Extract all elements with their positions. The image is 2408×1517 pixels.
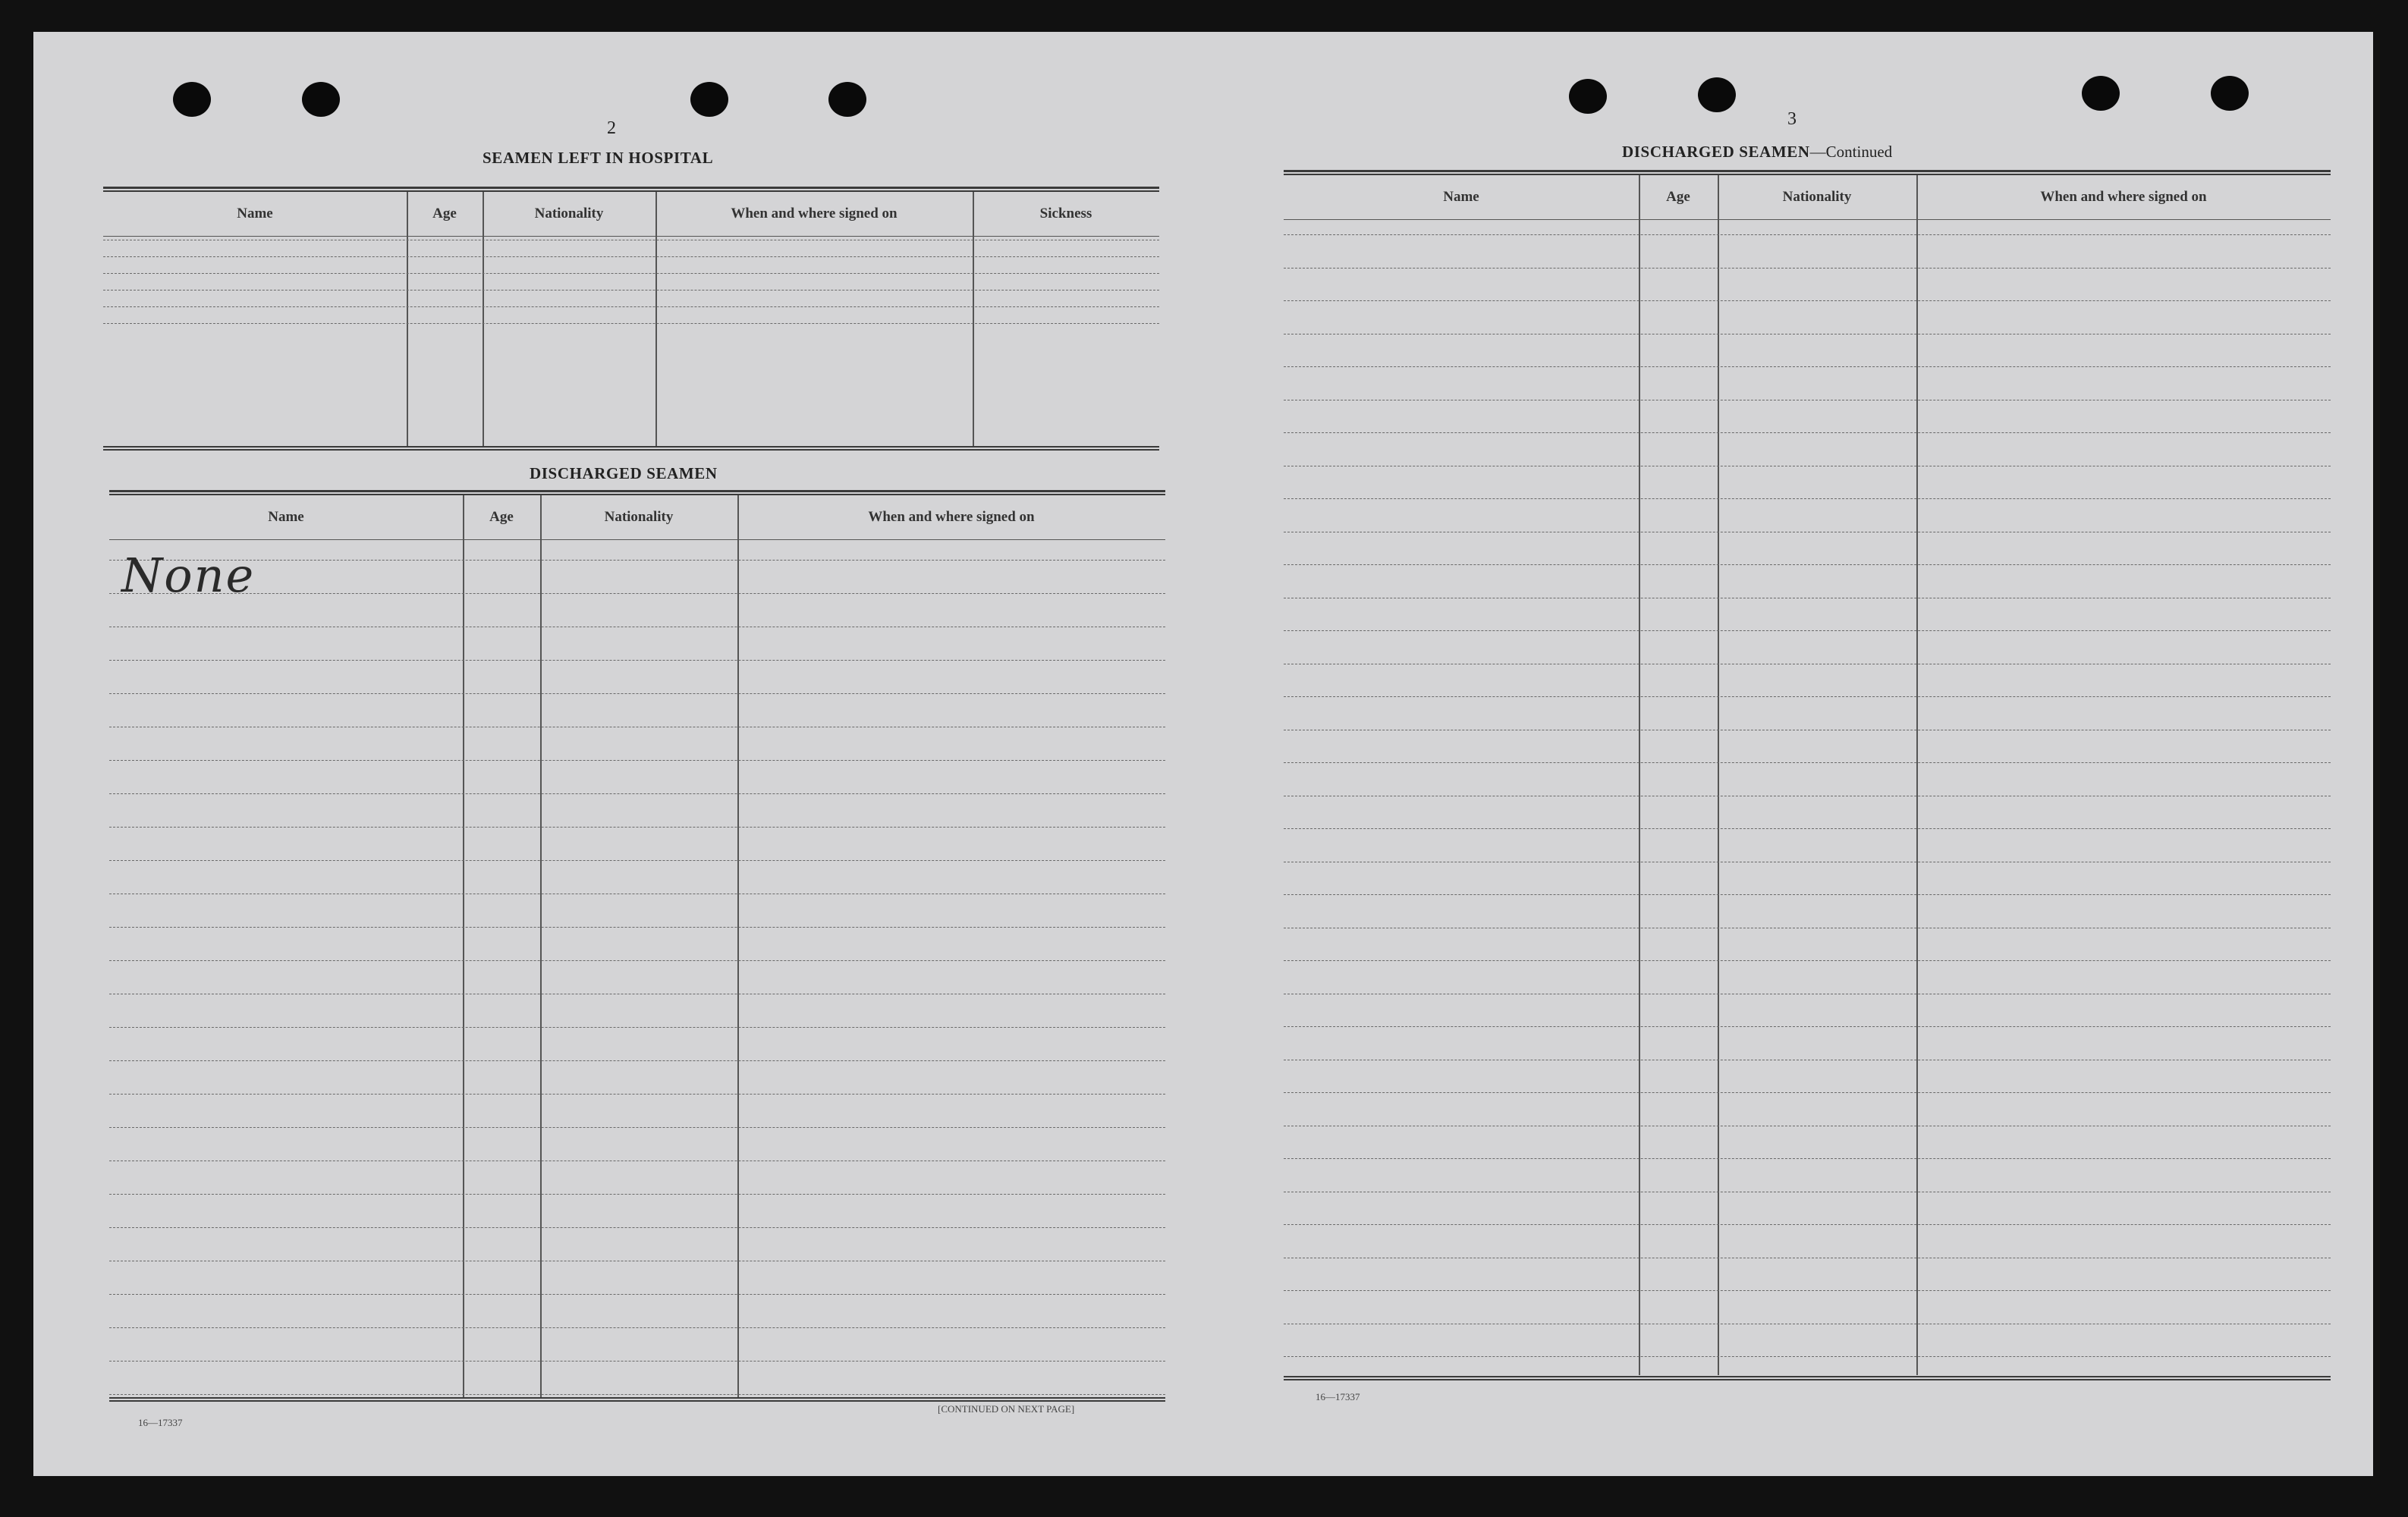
hospital-section-title: SEAMEN LEFT IN HOSPITAL [483,149,714,167]
table-row [1284,960,2331,961]
col-header-nationality: Nationality [534,206,604,221]
punch-hole [1569,79,1607,114]
table-row [1284,894,2331,895]
table-row [109,793,1165,794]
bottom-rule [103,446,1159,451]
discharged-section-title: DISCHARGED SEAMEN [530,464,718,482]
table-row [109,1394,1165,1395]
table-row [1284,300,2331,301]
col-divider [1916,175,1918,1375]
col-header-age: Age [1666,189,1690,205]
header-row [103,192,1159,237]
table-row [109,860,1165,861]
col-divider [737,495,739,1398]
continued-note: [CONTINUED ON NEXT PAGE] [938,1403,1075,1415]
punch-hole [828,82,866,117]
col-header-nationality: Nationality [604,509,674,525]
col-header-signed-on: When and where signed on [868,509,1035,525]
col-divider [1718,175,1719,1375]
manifest-sheet [33,32,2373,1476]
form-number-right: 16—17337 [1316,1391,1360,1402]
table-row [1284,1356,2331,1357]
col-divider [463,495,464,1398]
table-row [1284,828,2331,829]
header-row [1284,175,2331,220]
bottom-rule [109,1397,1165,1402]
table-row [1284,498,2331,499]
table-row [109,660,1165,661]
bottom-rule [1284,1376,2331,1380]
table-row [109,927,1165,928]
table-row [109,1027,1165,1028]
table-row [1284,1290,2331,1291]
top-rule [103,187,1159,192]
table-row [1284,762,2331,763]
table-row [109,1127,1165,1128]
punch-hole [2082,76,2120,111]
col-divider [1639,175,1640,1375]
table-row [109,693,1165,694]
table-row [109,560,1165,561]
table-row [1284,1092,2331,1093]
table-row [1284,1158,2331,1159]
punch-hole [173,82,211,117]
col-header-age: Age [489,509,514,525]
col-divider [655,192,657,446]
table-row [109,593,1165,594]
col-header-name: Name [237,206,273,221]
col-divider [973,192,974,446]
table-row [109,1294,1165,1295]
table-row [109,760,1165,761]
table-row [1284,630,2331,631]
page-number-left: 2 [607,118,616,138]
table-row [1284,366,2331,367]
col-header-name: Name [268,509,304,525]
table-row [1284,268,2331,269]
table-row [109,827,1165,828]
discharged-continued-table [1284,170,2331,1408]
col-divider [540,495,542,1398]
table-row [103,306,1159,307]
col-header-age: Age [432,206,457,221]
table-row [109,1194,1165,1195]
title-main: DISCHARGED SEAMEN [1622,143,1810,161]
punch-hole [1698,77,1736,112]
table-row [1284,564,2331,565]
handwritten-entry: None [121,548,256,603]
col-header-sickness: Sickness [1039,206,1092,221]
table-row [109,1060,1165,1061]
table-row [1284,1026,2331,1027]
col-divider [483,192,484,446]
table-row [103,290,1159,291]
punch-hole [690,82,728,117]
header-row [109,495,1165,540]
col-divider [407,192,408,446]
col-header-signed-on: When and where signed on [731,206,897,221]
top-rule [109,490,1165,495]
table-row [109,1327,1165,1328]
top-rule [1284,170,2331,175]
col-header-nationality: Nationality [1782,189,1852,205]
table-row [109,1094,1165,1095]
table-row [1284,1224,2331,1225]
punch-hole [2211,76,2249,111]
table-row [109,1227,1165,1228]
table-row [103,323,1159,324]
table-row [109,960,1165,961]
col-header-name: Name [1443,189,1479,205]
hospital-table [103,187,1159,479]
title-suffix: —Continued [1809,143,1893,161]
col-header-signed-on: When and where signed on [2040,189,2207,205]
table-row [1284,696,2331,697]
table-row [103,273,1159,274]
table-row [103,256,1159,257]
page-number-right: 3 [1787,109,1797,129]
table-row [109,1361,1165,1362]
punch-hole [302,82,340,117]
discharged-continued-title [1622,143,1892,162]
discharged-table [109,490,1165,1437]
table-row [1284,234,2331,235]
table-row [1284,432,2331,433]
form-number-left: 16—17337 [138,1417,183,1428]
